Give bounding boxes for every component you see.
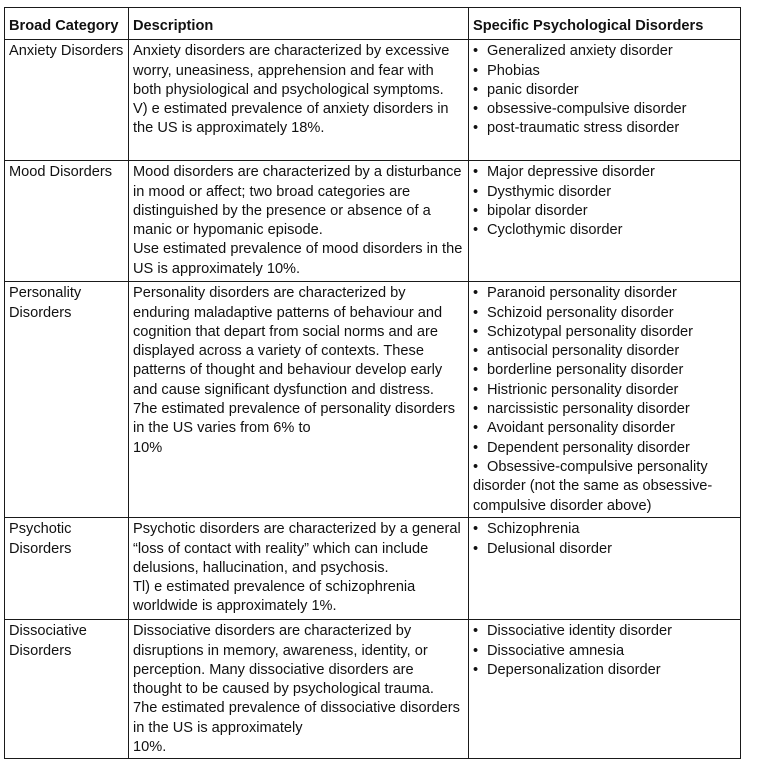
table-row-mood — [5, 161, 741, 282]
list-item: • narcissistic personality disorder — [473, 400, 736, 419]
disorders-cell — [469, 40, 741, 161]
disorder-list — [473, 520, 736, 559]
description-text: Psychotic disorders are characterized by a general “loss of contact with reality” which can include delusions, hallucination, and psychosis. — [133, 521, 461, 576]
prevalence-text-continued: 10% — [133, 439, 163, 456]
list-item: • Schizophrenia — [473, 520, 736, 539]
description-cell — [129, 620, 469, 759]
disorders-cell — [469, 161, 741, 282]
table-row-personality — [5, 282, 741, 518]
disorder-list — [473, 284, 736, 516]
list-item: • Cyclothymic disorder — [473, 221, 736, 240]
header-description: Description — [129, 8, 469, 40]
list-item: • Depersonalization disorder — [473, 661, 736, 680]
bullet-icon: • — [473, 120, 479, 137]
list-item: • Schizoid personality disorder — [473, 304, 736, 323]
bullet-icon: • — [473, 458, 479, 475]
bullet-icon: • — [473, 285, 479, 302]
list-item: • Dissociative identity disorder — [473, 622, 736, 641]
list-item: • Avoidant personality disorder — [473, 419, 736, 438]
prevalence-text-continued: 10%. — [133, 739, 167, 756]
disorders-cell — [469, 282, 741, 518]
table-row-psychotic — [5, 518, 741, 620]
category-cell: Mood Disorders — [5, 161, 129, 282]
disorders-table — [4, 7, 741, 759]
bullet-icon: • — [473, 101, 479, 118]
category-cell: Anxiety Disorders — [5, 40, 129, 161]
prevalence-text: 7he estimated prevalence of dissociative disorders in the US is approximately — [133, 700, 460, 736]
list-item: • antisocial personality disorder — [473, 342, 736, 361]
disorders-cell — [469, 620, 741, 759]
description-cell — [129, 518, 469, 620]
category-cell: Psychotic Disorders — [5, 518, 129, 620]
description-text: Anxiety disorders are characterized by excessive worry, uneasiness, apprehension and fear with both physiological and psychological symptoms. — [133, 43, 450, 98]
description-text: Mood disorders are characterized by a disturbance in mood or affect; two broad categories are distinguished by the presence or absence of a manic or hypomanic episode. — [133, 164, 462, 239]
disorder-list — [473, 622, 736, 680]
list-item: • post-traumatic stress disorder — [473, 119, 736, 138]
list-item: • borderline personality disorder — [473, 361, 736, 380]
bullet-icon: • — [473, 540, 479, 557]
bullet-icon: • — [473, 202, 479, 219]
list-item: • Schizotypal personality disorder — [473, 323, 736, 342]
bullet-icon: • — [473, 521, 479, 538]
bullet-icon: • — [473, 362, 479, 379]
bullet-icon: • — [473, 623, 479, 640]
bullet-icon: • — [473, 401, 479, 418]
list-item: • Major depressive disorder — [473, 163, 736, 182]
list-item: • bipolar disorder — [473, 202, 736, 221]
description-cell — [129, 282, 469, 518]
list-item: • Generalized anxiety disorder — [473, 42, 736, 61]
list-item: • Dysthymic disorder — [473, 183, 736, 202]
prevalence-text: Use estimated prevalence of mood disorders in the US is approximately 10%. — [133, 241, 463, 277]
prevalence-text: V) e estimated prevalence of anxiety disorders in the US is approximately 18%. — [133, 101, 449, 137]
header-specific-disorders: Specific Psychological Disorders — [469, 8, 741, 40]
description-text: Dissociative disorders are characterized by disruptions in memory, awareness, identity, or perception. Many dissociative disorders are thought to be caused by psychological trauma. — [133, 623, 434, 698]
bullet-icon: • — [473, 183, 479, 200]
category-cell: Dissociative Disorders — [5, 620, 129, 759]
list-item: • obsessive-compulsive disorder — [473, 100, 736, 119]
disorders-cell — [469, 518, 741, 620]
bullet-icon: • — [473, 323, 479, 340]
bullet-icon: • — [473, 43, 479, 60]
disorder-list — [473, 163, 736, 240]
bullet-icon: • — [473, 343, 479, 360]
bullet-icon: • — [473, 439, 479, 456]
bullet-icon: • — [473, 642, 479, 659]
bullet-icon: • — [473, 304, 479, 321]
disorder-list — [473, 42, 736, 138]
description-text: Personality disorders are characterized by enduring maladaptive patterns of behaviour and cognition that depart from social norms and are displayed across a variety of contexts. These patterns of thought and behaviour develop early and cause significant dysfunction and distress. — [133, 285, 443, 398]
list-item: • Obsessive-compulsive personality disorder (not the same as obsessive-compulsive disorder above) — [473, 458, 713, 514]
prevalence-text: 7he estimated prevalence of personality disorders in the US varies from 6% to — [133, 401, 456, 437]
category-cell: Personality Disorders — [5, 282, 129, 518]
header-row — [5, 8, 741, 40]
list-item: • Delusional disorder — [473, 540, 736, 559]
bullet-icon: • — [473, 381, 479, 398]
prevalence-text: Tl) e estimated prevalence of schizophrenia worldwide is approximately 1%. — [133, 579, 416, 615]
list-item: • Phobias — [473, 62, 736, 81]
bullet-icon: • — [473, 222, 479, 239]
list-item: • Paranoid personality disorder — [473, 284, 736, 303]
bullet-icon: • — [473, 164, 479, 181]
bullet-icon: • — [473, 62, 479, 79]
bullet-icon: • — [473, 420, 479, 437]
description-cell — [129, 40, 469, 161]
table-row-dissociative — [5, 620, 741, 759]
list-item: • Histrionic personality disorder — [473, 381, 736, 400]
bullet-icon: • — [473, 661, 479, 678]
list-item: • Dependent personality disorder — [473, 439, 736, 458]
description-cell — [129, 161, 469, 282]
bullet-icon: • — [473, 81, 479, 98]
table-row-anxiety — [5, 40, 741, 161]
list-item: • panic disorder — [473, 81, 736, 100]
list-item: • Dissociative amnesia — [473, 642, 736, 661]
header-broad-category: Broad Category — [5, 8, 129, 40]
